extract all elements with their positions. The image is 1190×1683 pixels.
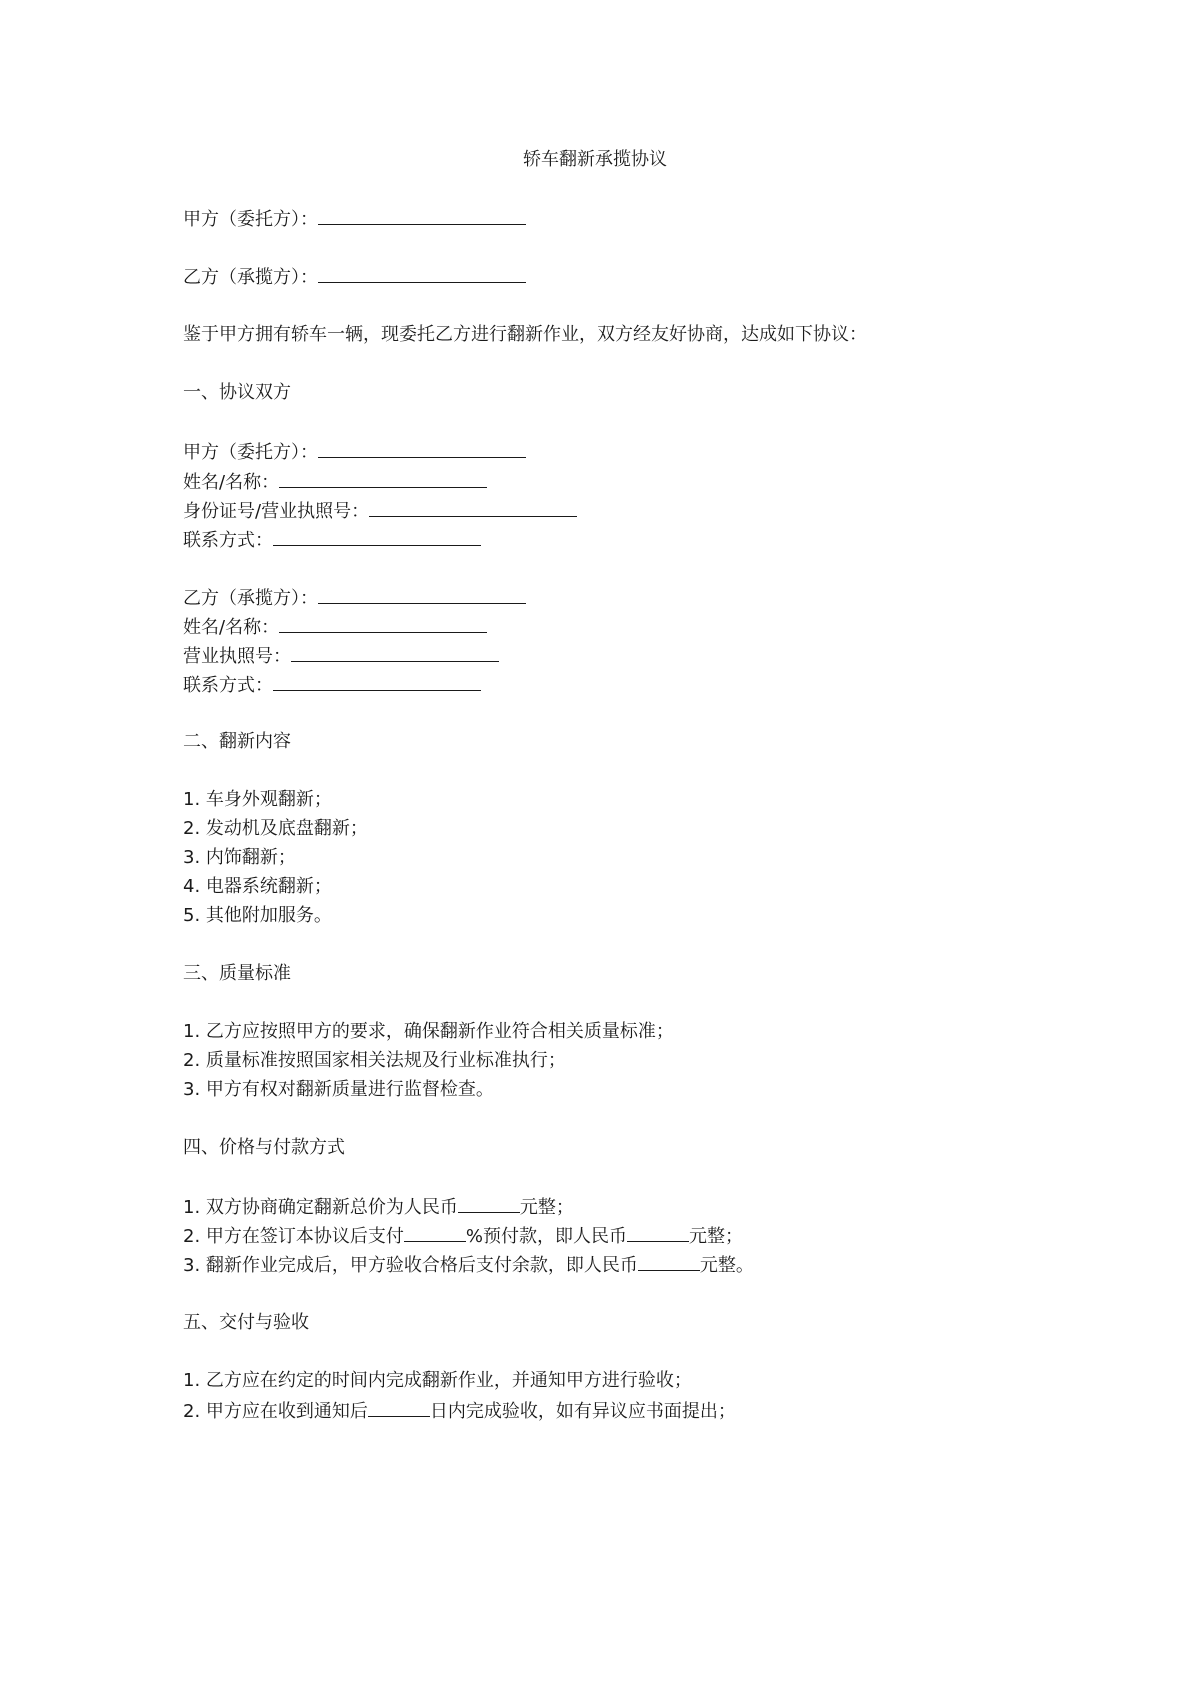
field-label: 甲方（委托方）： (183, 209, 318, 230)
list-item (183, 1399, 736, 1423)
list-item: 2. 质量标准按照国家相关法规及行业标准执行； (183, 1050, 566, 1071)
header-party-a (183, 207, 526, 231)
party-b-label (183, 586, 526, 610)
header-party-b (183, 265, 526, 289)
section-heading-1: 一、协议双方 (183, 382, 291, 403)
item-text: 2. 甲方应在收到通知后 (183, 1401, 368, 1422)
party-a-field (183, 528, 481, 552)
item-text: 3. 翻新作业完成后，甲方验收合格后支付余款，即人民币 (183, 1255, 638, 1276)
party-a-fullname-blank[interactable] (279, 470, 487, 488)
list-item: 5. 其他附加服务。 (183, 905, 332, 926)
field-label: 乙方（承揽方）： (183, 588, 318, 609)
section-heading-5: 五、交付与验收 (183, 1312, 309, 1333)
item-text: 元整； (519, 1197, 574, 1218)
list-item: 3. 内饰翻新； (183, 847, 296, 868)
field-label: 身份证号/营业执照号： (183, 501, 370, 522)
item-text: %预付款，即人民币 (465, 1226, 628, 1247)
party-b-field (183, 644, 499, 668)
document-title: 轿车翻新承揽协议 (523, 149, 667, 170)
list-item: 4. 电器系统翻新； (183, 876, 332, 897)
section-heading-4: 四、价格与付款方式 (183, 1137, 345, 1158)
party-b-license-blank[interactable] (291, 644, 499, 662)
field-label: 联系方式： (183, 675, 273, 696)
section-heading-3: 三、质量标准 (183, 963, 291, 984)
field-label: 姓名/名称： (183, 617, 280, 638)
party-a-label (183, 440, 526, 464)
party-b-contact-blank[interactable] (273, 673, 481, 691)
party-a-field (183, 470, 487, 494)
list-item (183, 1224, 743, 1248)
field-label: 联系方式： (183, 530, 273, 551)
list-item: 2. 发动机及底盘翻新； (183, 818, 368, 839)
item-text: 元整。 (699, 1255, 754, 1276)
party-b-field (183, 615, 487, 639)
list-item (183, 1195, 574, 1219)
prepay-amount-blank[interactable] (627, 1224, 689, 1242)
field-label: 甲方（委托方）： (183, 442, 318, 463)
party-a-field (183, 499, 577, 523)
list-item: 3. 甲方有权对翻新质量进行监督检查。 (183, 1079, 494, 1100)
party-a-name-blank[interactable] (318, 440, 526, 458)
party-b-name-blank[interactable] (318, 586, 526, 604)
party-a-id-blank[interactable] (369, 499, 577, 517)
party-a-contact-blank[interactable] (273, 528, 481, 546)
list-item: 1. 乙方应在约定的时间内完成翻新作业，并通知甲方进行验收； (183, 1370, 692, 1391)
list-item: 1. 车身外观翻新； (183, 789, 332, 810)
party-a-blank[interactable] (318, 207, 526, 225)
item-text: 2. 甲方在签订本协议后支付 (183, 1226, 404, 1247)
field-label: 乙方（承揽方）： (183, 267, 318, 288)
item-text: 元整； (689, 1226, 744, 1247)
item-text: 日内完成验收，如有异议应书面提出； (429, 1401, 736, 1422)
item-text: 1. 双方协商确定翻新总价为人民币 (183, 1197, 458, 1218)
total-price-blank[interactable] (458, 1195, 520, 1213)
list-item (183, 1253, 754, 1277)
acceptance-days-blank[interactable] (368, 1399, 430, 1417)
preamble: 鉴于甲方拥有轿车一辆，现委托乙方进行翻新作业，双方经友好协商，达成如下协议： (183, 324, 867, 345)
section-heading-2: 二、翻新内容 (183, 731, 291, 752)
prepay-percent-blank[interactable] (404, 1224, 466, 1242)
balance-amount-blank[interactable] (638, 1253, 700, 1271)
field-label: 姓名/名称： (183, 472, 280, 493)
list-item: 1. 乙方应按照甲方的要求，确保翻新作业符合相关质量标准； (183, 1021, 674, 1042)
party-b-blank[interactable] (318, 265, 526, 283)
field-label: 营业执照号： (183, 646, 291, 667)
party-b-fullname-blank[interactable] (279, 615, 487, 633)
party-b-field (183, 673, 481, 697)
